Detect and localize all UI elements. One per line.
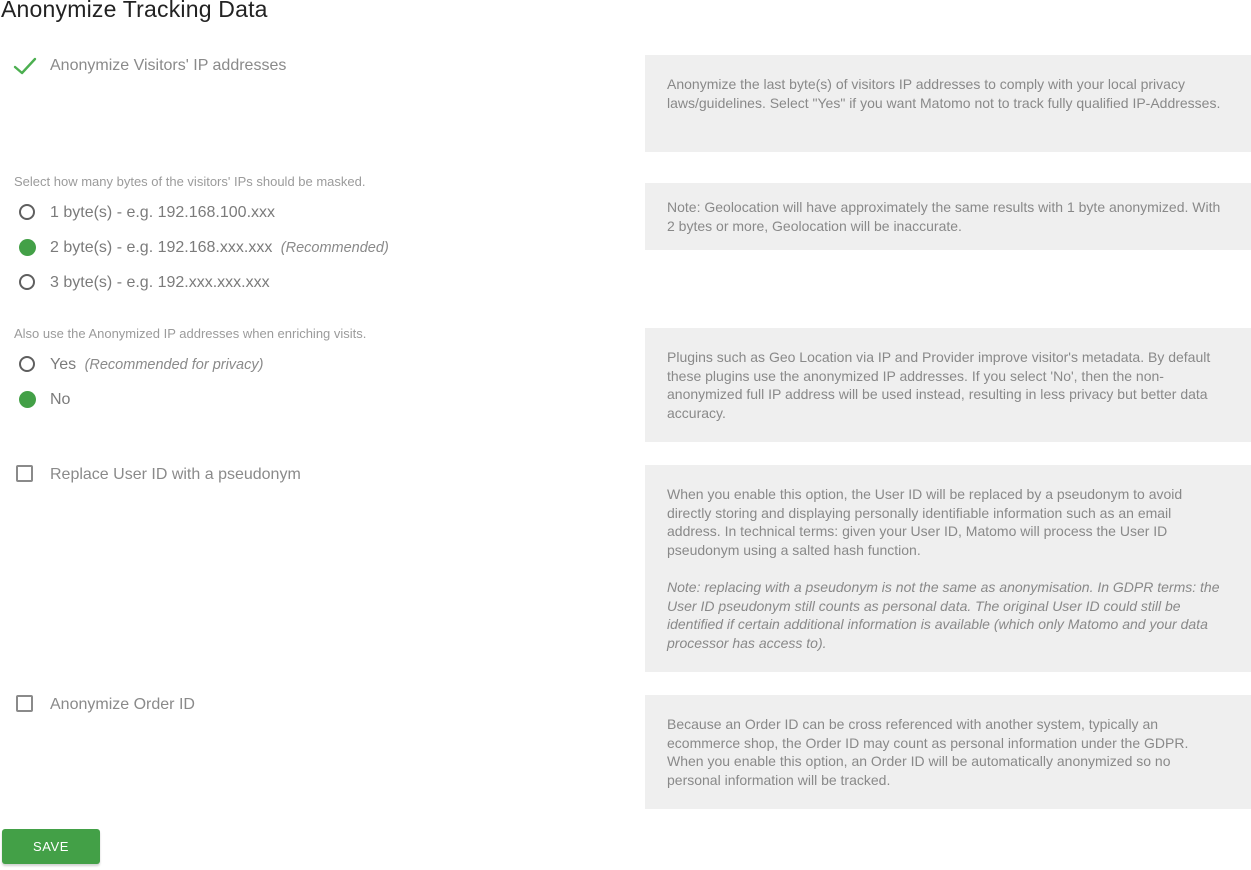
mask-bytes-help-text: Note: Geolocation will have approximately the same results with 1 byte anonymized. With 2 bytes or more, Geolocation will be inaccurate.: [667, 199, 1221, 234]
radio-yes-label[interactable]: [50, 356, 263, 374]
order-id-help-text: Because an Order ID can be cross referenced with another system, typically an ecommerce shop, the Order ID may count as personal information under the GDPR. When you enable this option, an Order ID will be automatically anonymized so no personal information will be tracked.: [667, 716, 1189, 788]
radio-1-byte[interactable]: [19, 204, 35, 220]
pseudonym-checkbox[interactable]: [16, 465, 33, 482]
radio-1-byte-text: 1 byte(s) - e.g. 192.168.100.xxx: [50, 204, 276, 221]
order-id-checkbox[interactable]: [16, 695, 33, 712]
save-button[interactable]: SAVE: [2, 829, 100, 864]
pseudonym-label[interactable]: Replace User ID with a pseudonym: [50, 466, 301, 483]
anonymize-ip-label: Anonymize Visitors' IP addresses: [50, 57, 287, 74]
pseudonym-help-text: When you enable this option, the User ID will be replaced by a pseudonym to avoid directly storing and displaying personally identifiable information such as an email address. In technical terms: given your User ID, Matomo will process the User ID pseudonym using a salted hash function.: [667, 486, 1183, 558]
pseudonym-note-text: Note: replacing with a pseudonym is not the same as anonymisation. In GDPR terms: the User ID pseudonym still counts as personal data. The original User ID could still be identified if certain additional information is available (which only Matomo and your data processor has access to).: [667, 579, 1220, 651]
radio-2-bytes-text: 2 byte(s) - e.g. 192.168.xxx.xxx: [50, 239, 273, 256]
mask-bytes-help: [645, 183, 1251, 250]
use-anonymized-label: Also use the Anonymized IP addresses when enriching visits.: [14, 326, 367, 341]
radio-2-bytes-recommended: (Recommended): [280, 240, 389, 256]
pseudonym-help: [645, 465, 1251, 672]
anonymize-ip-help: [645, 55, 1251, 152]
page-title: Anonymize Tracking Data: [1, 0, 268, 22]
radio-yes-recommended: (Recommended for privacy): [84, 357, 264, 373]
radio-3-bytes-text: 3 byte(s) - e.g. 192.xxx.xxx.xxx: [50, 274, 270, 291]
use-anonymized-help: [645, 328, 1251, 442]
radio-1-byte-label[interactable]: [50, 204, 275, 222]
mask-bytes-label: Select how many bytes of the visitors' IPs should be masked.: [14, 174, 366, 189]
use-anonymized-help-text: Plugins such as Geo Location via IP and Provider improve visitor's metadata. By default these plugins use the anonymized IP addresses. If you select 'No', then the non-anonymized full IP address will be used instead, resulting in less privacy but better data accuracy.: [667, 349, 1211, 421]
anonymize-ip-help-text: Anonymize the last byte(s) of visitors IP addresses to comply with your local privacy laws/guidelines. Select "Yes" if you want Matomo not to track fully qualified IP-Addresses.: [667, 76, 1221, 111]
order-id-help: [645, 695, 1251, 809]
radio-3-bytes-label[interactable]: [50, 274, 270, 292]
radio-2-bytes[interactable]: [19, 239, 36, 256]
radio-no[interactable]: [19, 391, 36, 408]
radio-3-bytes[interactable]: [19, 274, 35, 290]
radio-no-text: No: [50, 391, 71, 408]
order-id-label[interactable]: Anonymize Order ID: [50, 696, 195, 713]
radio-no-label[interactable]: [50, 391, 70, 409]
radio-2-bytes-label[interactable]: [50, 239, 389, 257]
radio-yes[interactable]: [19, 356, 35, 372]
check-icon: [13, 57, 37, 75]
radio-yes-text: Yes: [50, 356, 77, 373]
